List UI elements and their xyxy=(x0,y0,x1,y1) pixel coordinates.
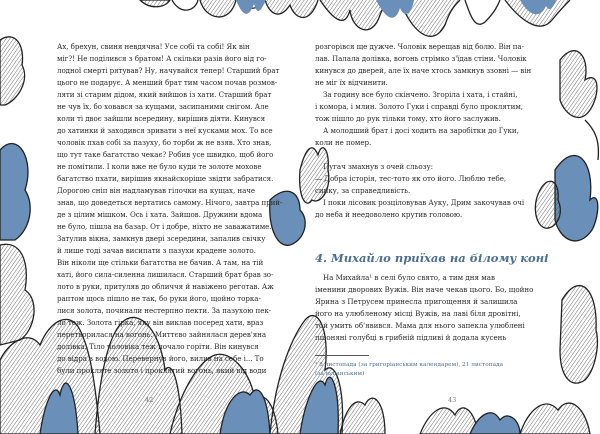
text-line: не міг їх відчинити. xyxy=(315,78,388,87)
text-line: тож пішло до рук тільки тому, хто його заслужив. xyxy=(315,114,501,123)
text-line: І поки лісовик розціловував Ауку, Дрим закочував очі xyxy=(323,198,525,207)
text-line: коли ті двоє зайшли всередину, вирішив діяти. Кинувся xyxy=(57,114,266,123)
text-line: коли не помер. xyxy=(315,138,372,147)
text-line: не чув їх, бо ховався за кущами, засипаними снігом. Але xyxy=(57,102,269,111)
text-line: Він ніколи ще стільки багатства не бачив. А там, на тій xyxy=(57,258,264,267)
text-line: міг?! Не поділився з братом! А скільки разів його від го- xyxy=(57,54,267,63)
footnote xyxy=(315,361,503,379)
left-page-text xyxy=(57,41,283,377)
text-line: перетворилася на вогонь. Миттєво зайнялася дерев'яна xyxy=(57,330,267,339)
text-line: синку, за справедливість. xyxy=(315,186,411,195)
text-line: до хатинки й заходився зривати з неї кусками мох. То все xyxy=(57,126,273,135)
text-line: — Добра історія, тес-тото як ото його. Люблю тебе, xyxy=(315,174,507,183)
text-line: Ярина з Петрусем принесла пригощення й залишила xyxy=(315,297,518,306)
text-line: Затулив вікна, замкнув двері зсередини, запалив свічку xyxy=(57,234,266,243)
text-line: цього не подарує. А менший брат тим часом почав розмов- xyxy=(57,78,278,87)
text-line: й лише тоді зачав висипати з пазухи крадене золото. xyxy=(57,246,256,255)
text-line: не було, пішла на базар. От і добре, ніхто не заважатиме. xyxy=(57,222,272,231)
chapter-text xyxy=(315,272,551,344)
text-line: ло теж. Золота гірка, яку він виклав посеред хати, враз xyxy=(57,318,264,327)
text-line: долівка. Тіло чоловіка теж почало горіти. Він кинувся xyxy=(57,342,259,351)
text-line: багатство пхати, вирішив якнайскоріше звідти забратися. xyxy=(57,174,274,183)
text-line: Ах, брехун, свиня невдячна! Усе собі та собі! Як він xyxy=(57,42,250,51)
text-line: лодної смерті рятував? Ну, начувайся тепер! Старший брат xyxy=(57,66,280,75)
text-line: його на улюбленому місці Вужів, на лаві біля дровітні, xyxy=(315,309,521,318)
text-line: були прокляте золото і проклятий вогонь, який від води xyxy=(57,366,267,375)
text-line: той умить об'явився. Мама для нього запекла улюблені xyxy=(315,321,525,330)
text-line: ляти зі старим дідом, який вийшов із хати. Старший брат xyxy=(57,90,272,99)
text-line: Пугач змахнув з очей сльозу: xyxy=(323,162,433,171)
chapter-heading: 4. Михайло приїхав на білому коні xyxy=(315,251,549,265)
text-line: На Михайла¹ в селі було свято, а тим дня мав xyxy=(323,273,496,282)
text-line: А молодший брат і досі ходить на заробітки до Гуки, xyxy=(323,126,519,135)
text-line: знав, що доведеться вертатись самому. Нічого, завтра прий- xyxy=(57,198,283,207)
text-line: іменини дворових Вужів. Він наче чекав цього. Бо, щойно xyxy=(315,285,534,294)
text-line: кинувся до дверей, але їх наче хтось замкнув ззовні — він xyxy=(315,66,532,75)
text-line: не помітили. І коли вже не було куди те золоте мохове xyxy=(57,162,262,171)
text-line: чоловік пхав собі за пазуху, бо торби ж не взяв. Хто знав, xyxy=(57,138,272,147)
text-line: Дорогою сніп він надламував гілочки на кущах, наче xyxy=(57,186,256,195)
right-page-text xyxy=(315,41,551,221)
text-line: і комора, і млин. Золото Гуки і справді було проклятим, xyxy=(315,102,524,111)
text-line: лися золота, починали нестерпно пекти. За пазухою пек- xyxy=(57,306,272,315)
top-flames xyxy=(140,0,570,36)
text-line: що тут таке багатство чекає? Робив усе швидко, щоб його xyxy=(57,150,274,159)
text-line: хаті, його сила-силенна лишилася. Старший брат брав зо- xyxy=(57,270,274,279)
text-line: до неба й неедоволено крутив головою. xyxy=(315,210,463,219)
text-line: лав. Палала долівка, вогонь стрімко з'їдав стіни. Чоловік xyxy=(315,54,527,63)
text-line: до відра з водою. Перевернув його, вилив на себе і... То xyxy=(57,354,264,363)
text-line: пшоняні голубці в грибній підливі й додала кусень xyxy=(315,333,507,342)
footnote-rule xyxy=(315,355,369,356)
footnote-line: ¹ 8 листопада (за григоріанським календарем), 21 листопада xyxy=(315,362,504,368)
page-number-right: 43 xyxy=(448,396,457,404)
spacer xyxy=(315,149,551,161)
footnote-line: (за юліанським) xyxy=(315,371,365,377)
text-line: лото в руки, притуляв до обличчя й навіжено реготав. Аж xyxy=(57,282,274,291)
text-line: розгорівся ще дужче. Чоловік верещав від болю. Він па- xyxy=(315,42,524,51)
text-line: За годину все було скінчено. Згоріла і хата, і стайні, xyxy=(323,90,518,99)
page-number-left: 42 xyxy=(145,396,154,404)
text-line: де з цілим мішком. Ось і хата. Зайшов. Дружини вдома xyxy=(57,210,263,219)
text-line: раптом щось пішло не так, бо руки його, щойно торка- xyxy=(57,294,261,303)
